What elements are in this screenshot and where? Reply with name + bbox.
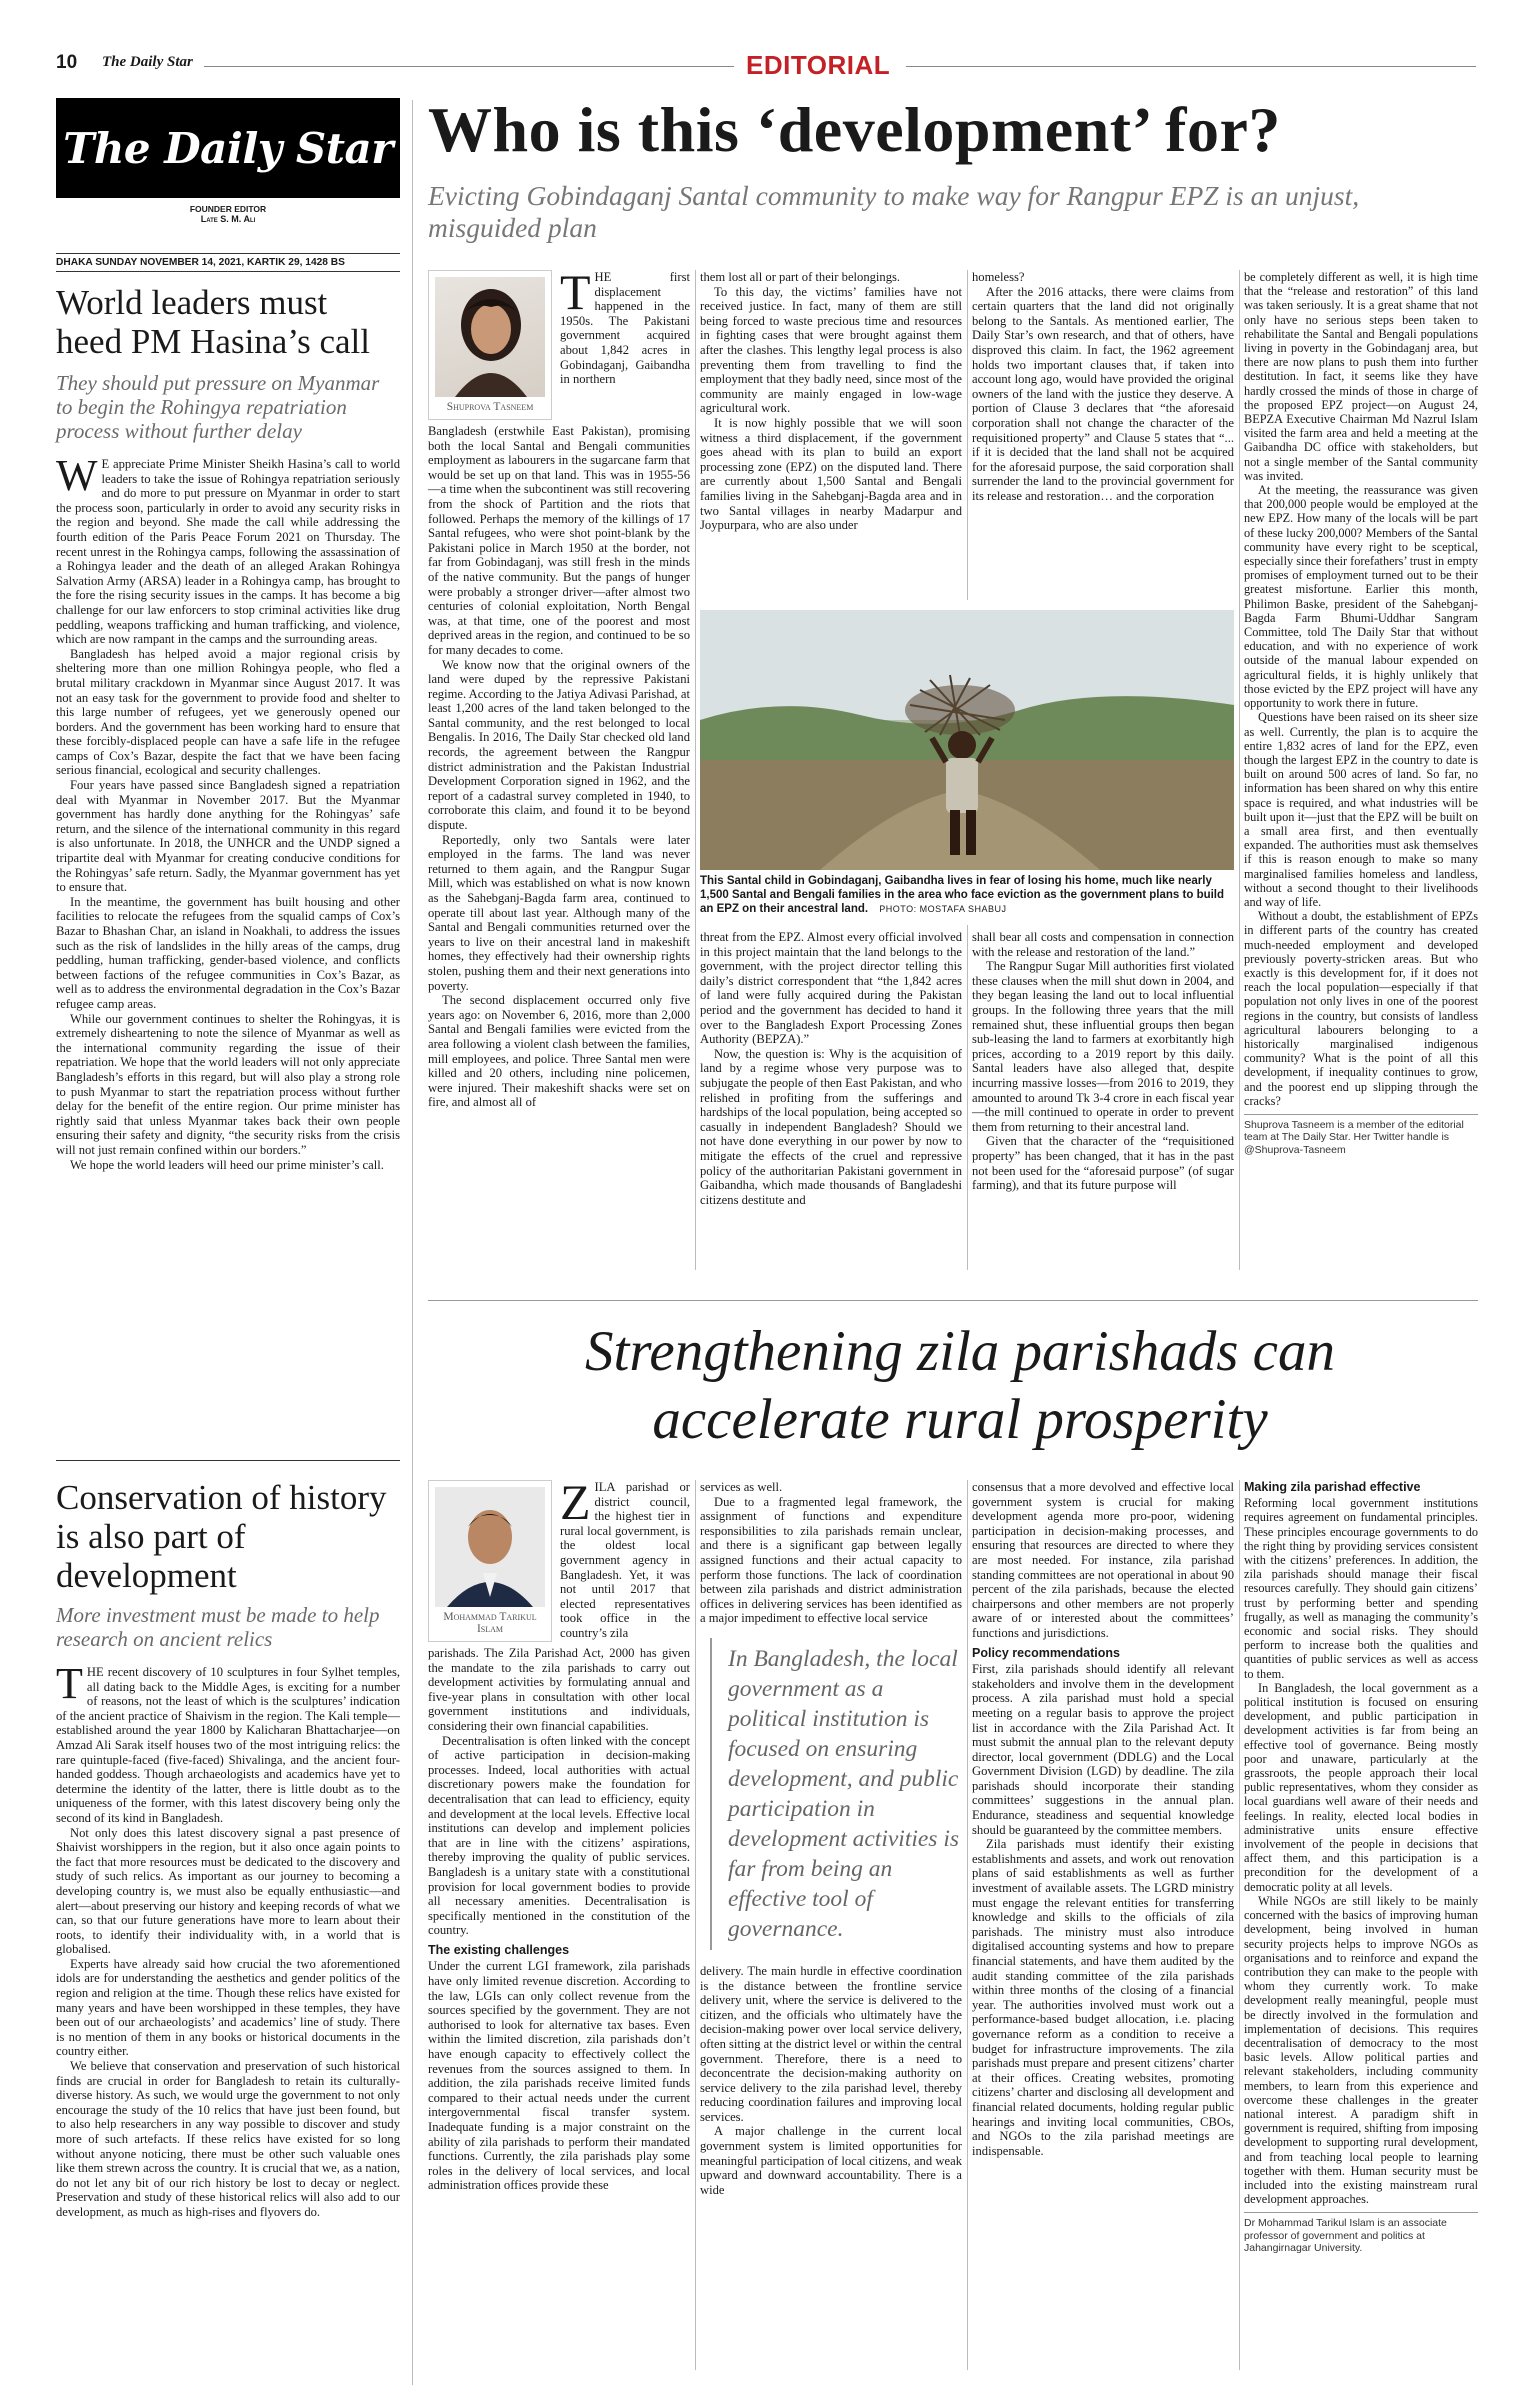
editorial-1 [56,283,400,1172]
article-2-col-4-text [1244,1480,1478,2206]
article-1-para: The Rangpur Sugar Mill authorities first violated these clauses when the mill shut down in 2004, and they began leasing the land out to local influential groups. In the following three years that the mill remained shut, these influential groups then began sub-leasing the land to farmers at exorbitantly high prices, according to a 2019 report by this daily. Santal leaders have also alleged that, despite incurring massive losses—from 2016 to 2019, they amounted to around Tk 3-4 crore in each fiscal year—the mill continued to operate in order to prevent them from returning to their ancestral land. [972,959,1234,1134]
editorial-divider [56,1460,400,1461]
col-rule [1239,1480,1240,2370]
author-photo [435,277,545,397]
article-1-para: At the meeting, the reassurance was given that 200,000 people would be employed at the new EPZ. How many of the locals will be part of these lucky 200,000? Members of the Santal community have every right to be sceptical, especially since their forefathers’ trust in empty promises of employment turned out to be their greatest misfortune. Earlier this month, Philimon Baske, president of the Sahebganj-Bagda Farm Bhumi-Uddhar Sangram Committee, told The Daily Star that without education, and with no experience of work outside of the manual labour expended on agricultural fields, it is highly unlikely that those evicted by the EPZ project will have any opportunity to work there in future. [1244,483,1479,711]
editorial-2 [56,1478,400,2220]
editorial-1-subtitle: They should put pressure on Myanmar to begin the Rohingya repatriation process without further delay [56,371,380,443]
article-2-lead-text: ILA parishad or district council, the highest tier in rural local government, is the oldest local government agency in Bangladesh. Yet, it was not until 2017 that elected representatives took office in the country’s zila [560,1480,690,1640]
article-2-para: Reforming local government institutions requires agreement on fundamental principles. These principles encourage governments to do the right thing by providing services consistent with the citizens’ preferences. In addition, the zila parishads should manage their fiscal resources carefully. They should gain citizens’ trust by performing better and spending frugally, as well as managing the community’s economic and social risks. They should perform to increase both the qualities and quantities of public services as well as access to them. [1244,1496,1478,1681]
article-1-col-3-bottom [972,930,1234,1193]
article-2-para: services as well. [700,1480,783,1494]
article-1-para: Given that the character of the “requisitioned property” has been changed, that it has in the past not been used for the “aforesaid purpose” (of sugar farming), and that its future purpose will [972,1134,1234,1193]
article-2-col-4 [1244,1480,1478,2255]
article-1-para: Now, the question is: Why is the acquisition of land by a regime whose very purpose was to subjugate the people of then East Pakistan, and who relished in profiting from the sufferings and hardships of the local population, being accepted so casually in independent Bangladesh? Should we not have done everything in our power by now to mitigate the effects of the cruel and repressive policy of the authoritarian Pakistani government in Gaibandha, which made thousands of Bangladeshi citizens destitute and [700,1046,962,1207]
photo-credit: PHOTO: MOSTAFA SHABUJ [879,904,1007,914]
editorial-2-para: We believe that conservation and preservation of such historical finds are crucial in order for Bangladesh to retain its culturally-diverse history. As such, we would urge the government to not only encourage the study of the 10 relics that have just been found, but to also help researchers in any way possible to discover and study more of such artefacts. If these relics have existed for so long without anyone noticing, there must be other such valuable ones like them strewn across the country. It is crucial that we, as a nation, do not let any bit of our rich history be lost to decay or neglect. Preservation and study of these historical relics will also add to our development, as much as high-rises and flyovers do. [56,2059,401,2219]
article-1-photo [700,610,1234,870]
article-divider [428,1300,1478,1301]
dateline: DHAKA SUNDAY NOVEMBER 14, 2021, KARTIK 29, 1428 BS [56,253,400,272]
col-rule [1239,270,1240,1270]
article-2-author-box [428,1480,552,1642]
article-2-col-1 [428,1474,690,2193]
article-1-para: be completely different as well, it is high time that the “release and restoration” of this land was taken seriously. It is a great shame that not only have no serious steps been taken to rehabilitate the Santal and Bengali populations living in poverty in the Gobindaganj area, but there are now plans to push them into further destitution. In fact, it seems like they have hardly crossed the minds of those in charge of the proposed EPZ project—on August 24, BEPZA Executive Chairman Md Nazrul Islam visited the farm area and held a meeting at the Gaibandha DC office with stakeholders, but not a single member of the Santal community was invited. [1244,270,1478,483]
article-2-para: parishads. The Zila Parishad Act, 2000 has given the mandate to the zila parishads to carry out development activities by formulating annual and five-year plans in consultation with other local government institutions and individuals, considering their own financial capabilities. [428,1646,690,1733]
article-2-para: In Bangladesh, the local government as a political institution is focused on ensuring development, and public participation in development activities is far from being an effective tool of governance. Being mostly poor and unaware, particularly at the grassroots, the people approach their local public representatives, whom they consider as local guardians well aware of their needs and feelings. In reality, elected local bodies in administrative units ensure effective involvement of the people in decisions that affect them, and this participation is a precondition for the development of a democratic polity at all levels. [1244,1680,1478,1894]
pullquote-text: In Bangladesh, the local government as a political institution is focused on ensuring development, and public participation in development activities is far from being an effective tool of governance. [728,1645,960,1942]
founder-label: FOUNDER EDITOR [189,204,267,214]
editorial-2-para: Experts have already said how crucial the two aforementioned idols are for understanding the aesthetics and gender politics of the region and religion at the time. Though these relics have existed for many years and have been worshipped in these temples, they have been out of our archaeologists’ and academics’ line of study. There is no mention of them in any books or historical documents in the country either. [56,1956,400,2059]
masthead-logo [56,98,400,198]
article-1-para: Reportedly, only two Santals were later employed in the farms. The land was never returned to them again, and the Rangpur Sugar Mill, which was established on what is now known as the Sahebganj-Bagda farm area, continued to operate till about last year. Although many of the Santal and Bengali communities returned over the years to live on their ancestral land in makeshift homes, they effectively had their ownership rights stolen, pushing them and their next generations into poverty. [428,832,690,993]
article-1-photo-caption [700,874,1234,916]
col-rule [967,925,968,1270]
article-1-col-3-top [972,270,1234,504]
page-paper-name: The Daily Star [102,54,193,70]
article-1-col-4-text [1244,270,1478,1108]
col-rule [967,1480,968,2370]
drop-cap: Z [560,1474,591,1530]
editorial-1-title: World leaders must heed PM Hasina’s call [56,283,370,361]
article-2-para: Under the current LGI framework, zila parishads have only limited revenue discretion. According to the law, LGIs can only collect revenue from the sources specified by the government. They are not authorised to look for alternative tax bases. Even within the limited discretion, zila parishads don’t have enough capacity to effectively collect the revenues from the sources assigned to them. In addition, the zila parishads receive limited funds compared to their actual needs under the current intergovernmental fiscal transfer system. Inadequate funding is a major constraint on the ability of zila parishads to perform their mandated functions. Currently, the zila parishads play some roles in the delivery of local services, and local administration offices provide these [428,1959,690,2193]
section-title: EDITORIAL [746,50,891,80]
author-photo [435,1487,545,1607]
article-1-subtitle: Evicting Gobindaganj Santal community to make way for Rangpur EPZ is an unjust, misguided plan [428,180,1360,243]
editorial-2-subtitle: More investment must be made to help research on ancient relics [56,1603,380,1651]
article-1-author: Shuprova Tasneem [446,401,534,413]
article-1-para: We know now that the original owners of the land were duped by the repressive Pakistani regime. According to the Jatiya Adivasi Parishad, at least 1,200 acres of the land taken belonged to the Santal community, and the rest belonged to local Bengalis. In 2016, The Daily Star checked old land records, the agreement between the Rangpur district administration and the Pakistan Industrial Development Corporation signed in 1962, and the report of a cadastral survey completed in 1940, to corroborate this claim, and found it to be beyond dispute. [428,657,690,833]
article-2-col-3 [972,1480,1234,2158]
page-number: 10 [56,52,78,73]
article-2-subhead: Making zila parishad effective [1244,1480,1421,1494]
col-rule [695,1480,696,2370]
article-2-subhead: Policy recommendations [972,1645,1120,1660]
article-2-para: While NGOs are still likely to be mainly concerned with the basics of improving human development, being involved in human security projects helps to improve NGOs as organisations and to reinforce and expand the contribution they can make to the people with whom they currently work. To make development really meaningful, people must be directly involved in the formulation and implementation of decisions. This requires decentralisation of democracy to the most basic levels. Allow political parties and relevant stakeholders, including community members, to learn from this experience and overcome these challenges in the greater national interest. A paradigm shift in government is required, shifting from imposing development to supporting rural development, and from teaching local people to learning together with them. Human security must be included into the existing mainstream rural development approaches. [1244,1893,1478,2207]
pullquote [710,1638,962,1950]
editorial-1-para: Four years have passed since Bangladesh signed a repatriation deal with Myanmar in November 2017. But the Myanmar government has hardly done anything for the Rohingyas’ safe return, and the silence of the international community in this regard is also unfortunate. In 2018, the UNHCR and the UNDP signed a tripartite deal with Myanmar for creating conducive conditions for the Rohingyas’ safe return. Sadly, the Myanmar government has yet to ensure that. [56,778,400,895]
header-rule-left [204,66,734,67]
article-2-col-2-top [700,1480,962,1626]
editorial-1-para: In the meantime, the government has built housing and other facilities to relocate the refugees from the squalid camps of Cox’s Bazar to Bhashan Char, an island in Noakhali, to address the issues such as the risk of landslides in the hilly areas of the camps, drug peddling, human trafficking, gender-based violence, and conflicts between factions of the refugee communities in Cox’s Bazar, as well as to address the environmental degradation in the Cox’s Bazar refugee camp areas. [56,894,400,1011]
article-1-title: Who is this ‘development’ for? [428,94,1281,165]
drop-cap: W [56,451,98,500]
article-1-para: threat from the EPZ. Almost every official involved in this project maintain that the land belongs to the government, with the project director telling this daily’s district correspondent that “the 1,842 acres of land were fully acquired during the Pakistan period and the government has decided to hand it over to the Bangladesh Export Processing Zones Authority (BEPZA).” [700,930,962,1047]
page-header [56,50,1476,80]
article-1-col-2-top [700,270,962,533]
article-1-para: Without a doubt, the establishment of EPZs in different parts of the country has created much-needed employment and developed previously poverty-stricken areas. But who exactly is this development for, if it does not reach the local population—especially if that population not only lives in one of the poorest regions in the country, but consists of landless agricultural labourers belonging to a historically marginalised indigenous community? What is the point of all this development, if inequality continues to grow, and the poorest end up slipping through the cracks? [1244,909,1478,1108]
editorial-2-title: Conservation of history is also part of development [56,1478,387,1595]
article-1-col-4 [1244,270,1478,1156]
article-1-col-2-bottom [700,930,962,1207]
editorial-2-para [56,1659,400,1826]
editorial-1-para: Bangladesh has helped avoid a major regional crisis by sheltering more than one million Rohingya people, who fled a brutal military crackdown in Myanmar since August 2017. It was not an easy task for the government to provide food and shelter to this large number of refugees, yet we generously opened our borders. And the government has been working hard to ensure that these forcibly-displaced people can have a safe life in the refugee camps of Cox’s Bazar, despite the fact that we have been facing serious financial, ecological and security challenges. [56,646,400,778]
article-1-para: Questions have been raised on its sheer size as well. Currently, the plan is to acquire the entire 1,832 acres of land for the EPZ, even though the largest EPZ in the country to date is built on around 500 acres of land. So far, no information has been shared on why this entire space is required, and what industries will be built upon it—just that the EPZ will be built on a small area first, and then eventually expanded. The authorities must ask themselves if this is reason enough to make so many marginalised families homeless and landless, without a second thought to their livelihoods and way of life. [1244,710,1478,909]
editorial-2-body [56,1659,401,2220]
article-2-para: Decentralisation is often linked with the concept of active participation in decision-making processes. Indeed, local authorities with actual discretionary powers make the foundation for decentralisation that can lead to efficiency, equity and development at the local levels. Effective local institutions can develop and implement policies that are in line with the citizens’ aspirations, thereby improving the quality of public services. Bangladesh is a unitary state with a constitutional provision for local government bodies to provide all necessary amenities. Decentralisation is specifically mentioned in the constitution of the country. [428,1733,690,1938]
article-1-para: Bangladesh (erstwhile East Pakistan), promising both the local Santal and Bengali communities employment as labourers in the sugarcane farm that would be set up on that land. This was in 1955-56—a time when the subcontinent was still recovering from the shock of Partition and the riots that followed. Perhaps the memory of the killings of 17 Santal refugees, who were shot point-blank by the Pakistani police in March 1950 at the border, not far from Gobindaganj, was still fresh in the minds of the native community. But the pangs of hunger were probably a stronger driver—after almost two centuries of colonial exploitation, North Bengal was, at that time, one of the poorest and most deprived areas in the region, and continued to be so for many decades to come. [428,424,690,657]
header-rule-right [906,66,1476,67]
article-2-author-note: Dr Mohammad Tarikul Islam is an associate professor of government and politics at Jahangirnagar University. [1244,2212,1478,2255]
col-rule [967,270,968,600]
editorial-1-para: While our government continues to shelter the Rohingyas, it is extremely disheartening to note the silence of Myanmar as well as the international community regarding the issue of their repatriation. We hope that the world leaders will not only appreciate Bangladesh’s efforts in this regard, but will also play a strong role to push Myanmar to start the repatriation process without further delay for the benefit of the entire region. Our prime minister has rightly said that unless Myanmar takes back their own people ensuring their safety and dignity, “the security risks from the crisis will not just remain confined within our borders.” [56,1011,400,1157]
article-2-para: delivery. The main hurdle in effective coordination is the distance between the frontline service delivery unit, where the service is delivered to the citizen, and the officials who ultimately have the decision-making power over local service delivery, often sitting at the district level or within the central government. Therefore, there is a need to deconcentrate the decision-making authority on service delivery to the zila parishad level, thereby reducing coordination failures and improving local services. [700,1963,962,2124]
article-2-subhead: The existing challenges [428,1942,570,1957]
article-2-para: Zila parishads must identify their existing establishments and assets, and work out renovation plans of said establishments as well as further investment of available assets. The LGRD ministry must engage the relevant entities for transferring knowledge and skills to the officials of zila parishads. The ministry must also introduce digitalised accounting systems and how to prepare financial statements, and have them audited by the audit standing committee of the zila parishads within three months of the closing of a financial year. The authorities involved must work out a performance-based budget allocation, i.e. placing governance reform as a condition to receive a budget for infrastructure improvements. The zila parishads must prepare and present citizens’ charter at their offices. Creating websites, promoting citizens’ charter and disclosing all development and financial related documents, holding regular public hearings and inviting local communities, CBOs, and NGOs to the zila parishad meetings are indispensable. [972,1837,1234,2158]
founder-name: Late S. M. Ali [200,214,256,224]
article-2-col-3-text [972,1480,1234,2158]
article-2-para: Due to a fragmented legal framework, the assignment of functions and expenditure responsibilities to zila parishads remain unclear, and there is a significant gap between legally assigned functions and their actual capacity to perform those functions. The lack of coordination between zila parishads and district administration offices in delivering services has been identified as a major impediment to effective local service [700,1494,962,1626]
article-1-author-box [428,270,552,420]
article-2-col-2 [700,1480,962,2197]
article-1-para: It is now highly possible that we will soon witness a third displacement, if the government goes ahead with its plan to build an export processing zone (EPZ) on the disputed land. There are currently about 1,500 Santal and Bengali families living in the Sahebganj-Bagda area and in two Santal villages in nearby Madarpur and Joypurpara, who are also under [700,415,962,533]
article-2-para: First, zila parishads should identify all relevant stakeholders and involve them in the development process. A zila parishad must hold a special meeting on a regular basis to approve the project list in accordance with the Zila Parishad Act. It must submit the annual plan to the relevant deputy director, local government (DDLG) and the Local Government Division (LGD) by deadline. The zila parishads should incorporate their standing committees’ suggestions in the annual plan. Endurance, steadiness and sequential knowledge should be guaranteed by the committee members. [972,1662,1234,1837]
article-1-para: homeless? [972,270,1025,284]
photo-illustration [700,610,1234,870]
article-1-author-note: Shuprova Tasneem is a member of the editorial team at The Daily Star. Her Twitter handle is @Shuprova-Tasneem [1244,1114,1478,1157]
author-photo-illustration [435,277,545,397]
article-2-col-2-bottom [700,1964,962,2198]
article-2-para: A major challenge in the current local government system is limited opportunities for meaningful participation of local citizens, and weak upward and downward accountability. There is a wide [700,2124,962,2197]
photo-caption-text: This Santal child in Gobindaganj, Gaibandha lives in fear of losing his home, much like nearly 1,500 Santal and Bengali families in the area who face eviction as the government plans to build an EPZ on their ancestral land. [700,875,1225,915]
article-2-para: consensus that a more devolved and effective local government system is crucial for making development agenda more pro-poor, widening participation in decision-making processes, and ensuring that resources are directed to where they are most needed. For instance, zila parishad standing committees are not operational in about 90 percent of the zila parishads, because the elected chairpersons and other members are not properly aware of or interested about the committees’ functions and jurisdictions. [972,1480,1234,1640]
editorial-1-body [56,451,400,1172]
article-1-lead-text: HE first displacement happened in the 1950s. The Pakistani government acquired about 1,842 acres in Gobindaganj, Gaibandha in northern [560,270,690,387]
article-2-author: Mohammad Tarikul Islam [443,1611,537,1635]
article-1-para: The second displacement occurred only five years ago: on November 6, 2016, more than 2,000 Santal and Bengali families were evicted from the area following a violent clash between the families, mill employees, and police. Three Santal men were killed and 20 others, including nine policemen, were injured. Their makeshift shacks were set on fire, and almost all of [428,993,690,1110]
article-1-para: After the 2016 attacks, there were claims from certain quarters that the land did not originally belong to the Santals. As mentioned earlier, The Daily Star’s own research, and that of others, have disproved this claim. In fact, the 1962 agreement holds two important clauses that, if taken into account long ago, would have provided the original owners of the land with the justice they deserve. A portion of Clause 3 declares that “the aforesaid corporation shall not change the character of the requisitioned property” and Clause 5 states that “... if it is decided that the land shall not be acquired for the aforesaid purpose, the said corporation shall surrender the land to the provincial government for its release and restoration… and the corporation [972,284,1234,503]
drop-cap: T [56,1659,83,1708]
article-2-title: Strengthening zila parishads can accelerate rural prosperity [585,1320,1335,1451]
lead-text: E appreciate Prime Minister Sheikh Hasina’s call to world leaders to take the issue of Rohingya repatriation seriously and do more to put pressure on Myanmar in order to start the process soon, particularly in order to avoid any security risks in the region and beyond. She made the call while addressing the fourth edition of the Paris Peace Forum 2021 on Thursday. The recent unrest in the Rohingya camps, following the assassination of a Rohingya leader and the death of an alleged Arakan Rohingya Salvation Army (ARSA) leader in a Rohingya camp, has brought to the fore the rising security issues in the camps. It has become a big challenge for our law enforcers to stop criminal activities like drug peddling, weapons trafficking and human trafficking, and violence, which are now rampant in the camps and the surrounding areas. [56,457,400,647]
editorial-1-para [56,451,400,647]
editorial-1-para: We hope the world leaders will heed our prime minister’s call. [70,1157,384,1172]
masthead [56,98,400,228]
author-photo-illustration [435,1487,545,1607]
lead-text: HE recent discovery of 10 sculptures in four Sylhet temples, all dating back to the Middle Ages, is exciting for a number of reasons, not the least of which is the sculptures’ indication of the ancient practice of Shaivism in the region. The Kali temple—established around the year 1800 by Kalicharan Bhattacharjee—on Amzad Ali Sarak itself houses two of the most intriguing relics: the rare quintuple-faced (five-faced) Shivalinga, and the ancient four-handed goddess. Though archaeologists and academics have yet to determine the identity of the latter, there is little doubt as to the uniqueness of the former, with this latest discovery being only the second of its kind in Bangladesh. [56,1665,400,1825]
article-1-para: To this day, the victims’ families have not received justice. In fact, many of them are still being forced to waste precious time and resources in fighting cases that were brought against them after the clashes. This lengthy legal process is also preventing them from travelling to find the employment that they badly need, since most of the community are mainly engaged in low-wage agricultural work. [700,284,962,416]
article-1-para: shall bear all costs and compensation in connection with the release and restoration of the land.” [972,930,1234,959]
masthead-logo-text: The Daily Star [63,123,393,173]
article-1-col-1 [428,264,690,1110]
drop-cap: T [560,264,591,320]
col-rule [695,270,696,1270]
article-1-para: them lost all or part of their belongings. [700,270,901,284]
left-column-divider [412,100,413,2385]
editorial-2-para: Not only does this latest discovery signal a past presence of Shaivist worshippers in the region, but it also once again points to the fact that more resources must be dedicated to the discovery and study of such relics. As important as our journey to becoming a developing country is, we must also be equally enthusiastic—and alert—about preserving our history and keeping records of what we can, so that our future generations have more to learn about their roots, to identify their individuality with, in a world that is globalised. [56,1825,400,1957]
